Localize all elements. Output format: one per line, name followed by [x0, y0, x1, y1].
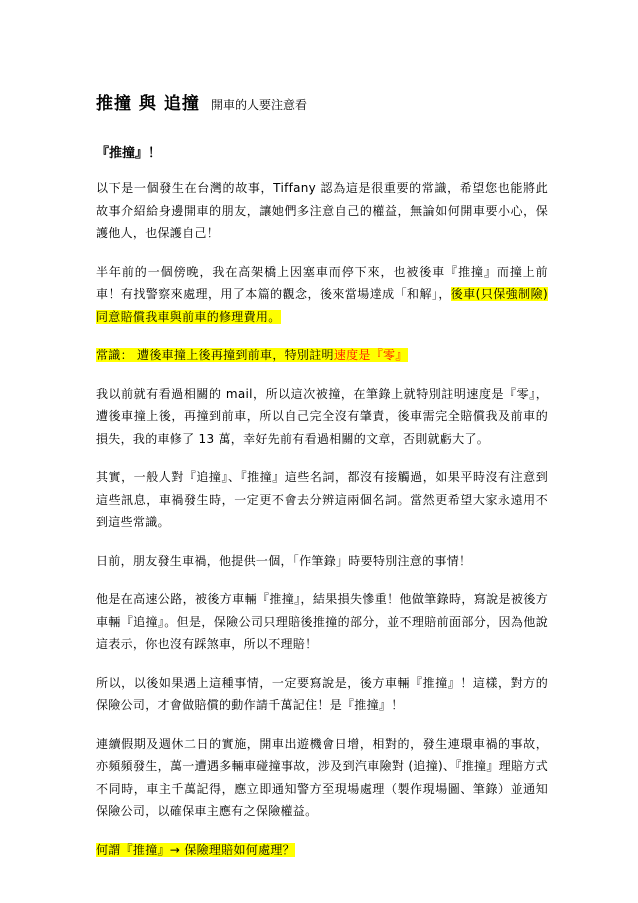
- closing-highlight: 何謂『推撞』→ 保險理賠如何處理？: [96, 842, 295, 857]
- common-sense-text: 常識： 遭後車撞上後再撞到前車，特別註明: [96, 348, 334, 362]
- document-body: [96, 93, 548, 861]
- paragraph-friend: 日前，朋友發生車禍，他提供一個，「作筆錄」時要特別注意的事情！: [96, 553, 472, 568]
- highlight-settlement: 後車(只保強制險)同意賠償我車與前車的修理費用。: [96, 287, 548, 324]
- title-row: [96, 93, 548, 115]
- page-title: 推撞 與 追撞: [96, 94, 200, 114]
- paragraph-mail: 我以前就有看過相關的 mail，所以這次被撞，在筆錄上就特別註明速度是『零』，遭後車撞上後，再撞到前車，所以自己完全沒有肇責，後車需完全賠償我及前車的損失，我的車修了 13 萬，幸好先前有看過相關的文章，否則就虧大了。: [96, 386, 548, 446]
- paragraph-highway: 他是在高速公路，被後方車輛『推撞』，結果損失慘重！他做筆錄時，寫說是被後方車輛『追撞』。但是，保險公司只理賠後推撞的部分，並不理賠前面部分，因為他說這表示，你也沒有踩煞車，所以不理賠！: [96, 592, 548, 651]
- section-heading: 『推撞』！: [96, 146, 162, 161]
- paragraph-advice: 所以，以後如果遇上這種事情，一定要寫說是，後方車輛『推撞』！這樣，對方的保險公司，才會做賠償的動作請千萬記住！是『推撞』！: [96, 675, 548, 712]
- common-sense-line: [96, 344, 548, 367]
- paragraph-terms: 其實，一般人對『追撞』、『推撞』這些名詞，都沒有接觸過，如果平時沒有注意到這些訊息，車禍發生時，一定更不會去分辨這兩個名詞。當然更希望大家永遠用不到這些常識。: [96, 470, 548, 529]
- paragraph-intro: 以下是一個發生在台灣的故事，Tiffany 認為這是很重要的常識，希望您也能將此故事介紹給身邊開車的朋友，讓她們多注意自己的權益，無論如何開車要小心，保護他人，也保護自己！: [96, 181, 548, 240]
- paragraph-story-text: 半年前的一個傍晚，我在高架橋上因塞車而停下來，也被後車『推撞』而撞上前車！有找警察來處理，用了本篇的觀念，後來當場達成「和解」，: [96, 264, 548, 301]
- paragraph-story: [96, 261, 548, 329]
- speed-zero-text: 速度是『零』: [333, 348, 408, 362]
- closing-line: [96, 839, 548, 862]
- common-sense-highlight: [96, 348, 408, 362]
- page-subtitle: 開車的人要注意看: [210, 98, 307, 112]
- paragraph-holiday: 連續假期及週休二日的實施，開車出遊機會日增，相對的，發生連環車禍的事故，亦頻頻發生，萬一遭遇多輛車碰撞事故，涉及到汽車險對 (追撞)、『推撞』理賠方式不同時，車主千萬記得，應立即通知警方至現場處理（製作現場圖、筆錄）並通知保險公司，以確保車主應有之保險權益。: [96, 736, 548, 818]
